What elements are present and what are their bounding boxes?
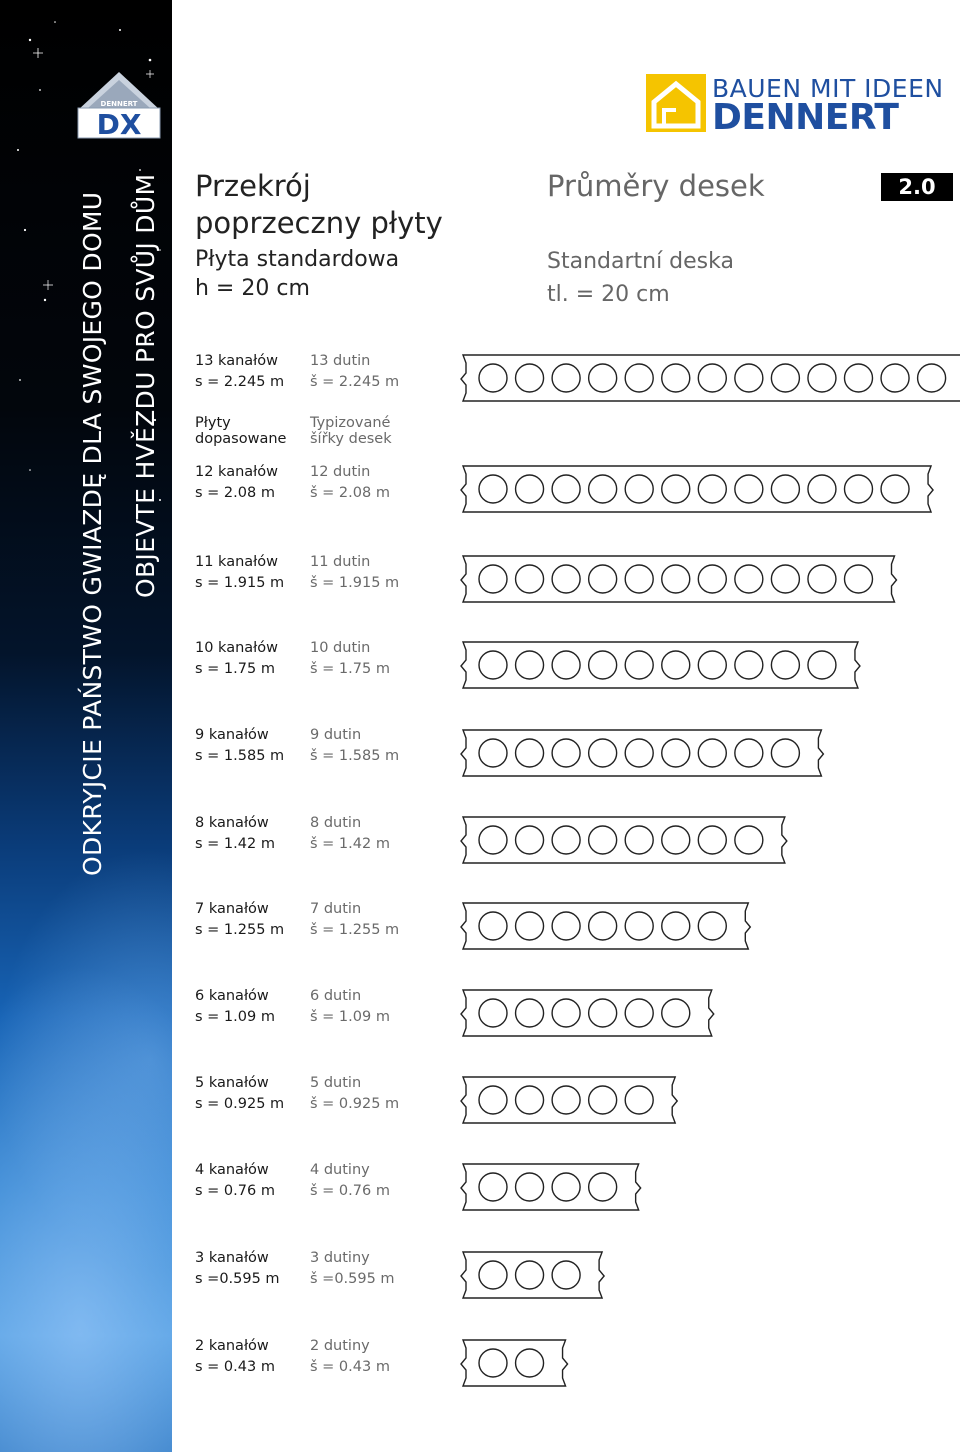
slab-channel: [552, 912, 580, 940]
slab-channel: [589, 364, 617, 392]
slab-9-pl-count: 4 kanałów: [195, 1162, 269, 1178]
slab-channel: [625, 826, 653, 854]
slab-outline: [461, 1077, 677, 1123]
slab-5-cz-count: 8 dutin: [310, 815, 362, 831]
slab-channel: [479, 739, 507, 767]
slab-6-pl-count: 7 kanałów: [195, 901, 269, 917]
slab-channel: [479, 1086, 507, 1114]
slab-channel: [662, 999, 690, 1027]
slab-11-pl-width: s = 0.43 m: [195, 1359, 275, 1375]
sidebar-slogan-polish: ODKRYJCIE PAŃSTWO GWIAZDĘ DLA SWOJEGO DOMU: [78, 191, 107, 876]
slab-channel: [589, 739, 617, 767]
slab-channel: [516, 364, 544, 392]
slab-9-pl-width: s = 0.76 m: [195, 1183, 275, 1199]
slab-channel: [735, 826, 763, 854]
slab-channel: [589, 1173, 617, 1201]
slab-channel: [589, 651, 617, 679]
slab-channel: [479, 475, 507, 503]
slab-channel: [662, 739, 690, 767]
slab-channel: [662, 475, 690, 503]
slab-channel: [516, 1086, 544, 1114]
slab-outline: [461, 642, 860, 688]
slab-channel: [625, 999, 653, 1027]
slab-channel: [516, 1173, 544, 1201]
slab-0-pl-width: s = 2.245 m: [195, 374, 285, 390]
slab-channel: [479, 1261, 507, 1289]
slab-outline: [461, 355, 960, 401]
slab-outline: [461, 1340, 568, 1386]
slab-10-pl-count: 3 kanałów: [195, 1250, 269, 1266]
fit-label-polish-2: dopasowane: [195, 431, 287, 447]
slab-channel: [808, 364, 836, 392]
slab-1-cz-width: š = 2.08 m: [310, 485, 390, 501]
slab-6-cz-width: š = 1.255 m: [310, 922, 400, 938]
slab-channel: [698, 739, 726, 767]
slab-0-pl-count: 13 kanałów: [195, 353, 279, 369]
slab-1-pl-width: s = 2.08 m: [195, 485, 275, 501]
slab-channel: [881, 364, 909, 392]
slab-channel: [552, 475, 580, 503]
slab-outline: [461, 1164, 641, 1210]
slab-profile: [461, 817, 787, 863]
slab-channel: [771, 565, 799, 593]
slab-channel: [625, 1086, 653, 1114]
slab-6-pl-width: s = 1.255 m: [195, 922, 285, 938]
slab-5-cz-width: š = 1.42 m: [310, 836, 390, 852]
sidebar-slogan-czech: OBJEVTE HVĚZDU PRO SVŮJ DŮM: [131, 173, 160, 598]
slab-channel: [771, 475, 799, 503]
slab-channel: [552, 1086, 580, 1114]
slab-channel: [625, 565, 653, 593]
slab-2-pl-count: 11 kanałów: [195, 554, 279, 570]
slab-channel: [516, 826, 544, 854]
slab-7-cz-width: š = 1.09 m: [310, 1009, 390, 1025]
fit-label-czech-2: šířky desek: [310, 431, 392, 447]
slab-3-cz-count: 10 dutin: [310, 640, 371, 656]
slab-4-pl-count: 9 kanałów: [195, 727, 269, 743]
slab-channel: [516, 739, 544, 767]
fit-label-polish-1: Płyty: [195, 415, 231, 431]
slab-4-cz-count: 9 dutin: [310, 727, 362, 743]
slab-channel: [589, 475, 617, 503]
slab-profile: [461, 556, 897, 602]
slab-channel: [845, 565, 873, 593]
slab-channel: [479, 1349, 507, 1377]
slab-0-cz-count: 13 dutin: [310, 353, 371, 369]
slab-0-cz-width: š = 2.245 m: [310, 374, 400, 390]
slab-channel: [516, 565, 544, 593]
slab-8-cz-width: š = 0.925 m: [310, 1096, 400, 1112]
slab-channel: [479, 565, 507, 593]
slab-profile: [461, 990, 714, 1036]
slab-channel: [625, 912, 653, 940]
slab-10-pl-width: s =0.595 m: [195, 1271, 280, 1287]
slab-profile: [461, 642, 860, 688]
slab-9-cz-width: š = 0.76 m: [310, 1183, 390, 1199]
slab-2-pl-width: s = 1.915 m: [195, 575, 285, 591]
slab-channel: [589, 565, 617, 593]
slab-channel: [516, 475, 544, 503]
slab-channel: [771, 651, 799, 679]
slab-profile: [461, 730, 823, 776]
slab-channel: [698, 826, 726, 854]
slab-outline: [461, 903, 750, 949]
slab-11-pl-count: 2 kanałów: [195, 1338, 269, 1354]
slab-channel: [808, 565, 836, 593]
slab-channel: [808, 475, 836, 503]
slab-10-cz-count: 3 dutiny: [310, 1250, 370, 1266]
brand-name: DENNERT: [712, 97, 899, 138]
slab-outline: [461, 817, 787, 863]
slab-channel: [552, 651, 580, 679]
slab-channel: [589, 826, 617, 854]
slab-channel: [698, 912, 726, 940]
slab-5-pl-count: 8 kanałów: [195, 815, 269, 831]
slab-profile: [461, 466, 933, 512]
slab-channel: [625, 364, 653, 392]
slab-channel: [552, 364, 580, 392]
slab-channel: [881, 475, 909, 503]
slab-4-cz-width: š = 1.585 m: [310, 748, 400, 764]
slab-5-pl-width: s = 1.42 m: [195, 836, 275, 852]
slab-profile: [461, 1077, 677, 1123]
subtitle-polish-line2: h = 20 cm: [195, 276, 310, 301]
slab-channel: [479, 1173, 507, 1201]
logo-main-text: DX: [96, 108, 142, 140]
slab-channel: [698, 651, 726, 679]
slab-10-cz-width: š =0.595 m: [310, 1271, 395, 1287]
slab-channel: [516, 1349, 544, 1377]
slab-1-cz-count: 12 dutin: [310, 464, 371, 480]
slab-channel: [662, 565, 690, 593]
slab-channel: [735, 565, 763, 593]
slab-channel: [516, 912, 544, 940]
slab-7-pl-width: s = 1.09 m: [195, 1009, 275, 1025]
slab-channel: [735, 475, 763, 503]
slab-channel: [479, 364, 507, 392]
section-number-badge: 2.0: [881, 173, 953, 201]
fit-label-czech-1: Typizované: [310, 415, 391, 431]
page-title-polish: Przekrój poprzeczny płyty: [195, 169, 443, 240]
slab-channel: [662, 912, 690, 940]
slab-9-cz-count: 4 dutiny: [310, 1162, 370, 1178]
slab-channel: [845, 364, 873, 392]
slab-channel: [479, 999, 507, 1027]
slab-channel: [552, 565, 580, 593]
subtitle-czech-line1: Standartní deska: [547, 249, 734, 274]
slab-channel: [698, 364, 726, 392]
slab-profile: [461, 903, 750, 949]
subtitle-polish-line1: Płyta standardowa: [195, 247, 400, 272]
slab-11-cz-count: 2 dutiny: [310, 1338, 370, 1354]
slab-profile: [461, 1252, 604, 1298]
slab-channel: [625, 475, 653, 503]
slab-3-pl-width: s = 1.75 m: [195, 661, 275, 677]
slab-outline: [461, 466, 933, 512]
slab-channel: [552, 739, 580, 767]
slab-3-cz-width: š = 1.75 m: [310, 661, 390, 677]
slab-channel: [479, 826, 507, 854]
slab-channel: [771, 739, 799, 767]
slab-channel: [589, 912, 617, 940]
subtitle-czech-line2: tl. = 20 cm: [547, 282, 670, 307]
logo-top-text: DENNERT: [100, 100, 138, 108]
slab-4-pl-width: s = 1.585 m: [195, 748, 285, 764]
slab-7-pl-count: 6 kanałów: [195, 988, 269, 1004]
slab-channel: [662, 651, 690, 679]
slab-channel: [845, 475, 873, 503]
slab-channel: [516, 651, 544, 679]
slab-channel: [625, 739, 653, 767]
slab-channel: [516, 1261, 544, 1289]
slab-1-pl-count: 12 kanałów: [195, 464, 279, 480]
slab-outline: [461, 556, 897, 602]
slab-6-cz-count: 7 dutin: [310, 901, 362, 917]
slab-channel: [552, 1261, 580, 1289]
slab-channel: [918, 364, 946, 392]
slab-channel: [662, 364, 690, 392]
slab-channel: [589, 1086, 617, 1114]
slab-profile: [461, 1340, 568, 1386]
slab-8-cz-count: 5 dutin: [310, 1075, 362, 1091]
slab-channel: [735, 739, 763, 767]
slab-channel: [735, 651, 763, 679]
slab-channel: [771, 364, 799, 392]
slab-channel: [552, 999, 580, 1027]
slab-2-cz-width: š = 1.915 m: [310, 575, 400, 591]
slab-outline: [461, 1252, 604, 1298]
slab-channel: [808, 651, 836, 679]
slab-channel: [698, 565, 726, 593]
slab-profile: [461, 355, 960, 401]
slab-channel: [698, 475, 726, 503]
slab-8-pl-count: 5 kanałów: [195, 1075, 269, 1091]
slab-channel: [735, 364, 763, 392]
slab-channel: [479, 912, 507, 940]
slab-7-cz-count: 6 dutin: [310, 988, 362, 1004]
slab-channel: [516, 999, 544, 1027]
slab-channel: [552, 1173, 580, 1201]
brand-tagline: BAUEN MIT IDEEN: [712, 74, 944, 103]
slab-8-pl-width: s = 0.925 m: [195, 1096, 285, 1112]
slab-channel: [589, 999, 617, 1027]
slab-11-cz-width: š = 0.43 m: [310, 1359, 390, 1375]
slab-profile: [461, 1164, 641, 1210]
slab-channel: [662, 826, 690, 854]
slab-channel: [552, 826, 580, 854]
slab-outline: [461, 990, 714, 1036]
page-title-czech: Průměry desek: [547, 169, 765, 203]
slab-channel: [479, 651, 507, 679]
slab-channel: [625, 651, 653, 679]
slab-2-cz-count: 11 dutin: [310, 554, 371, 570]
slab-3-pl-count: 10 kanałów: [195, 640, 279, 656]
